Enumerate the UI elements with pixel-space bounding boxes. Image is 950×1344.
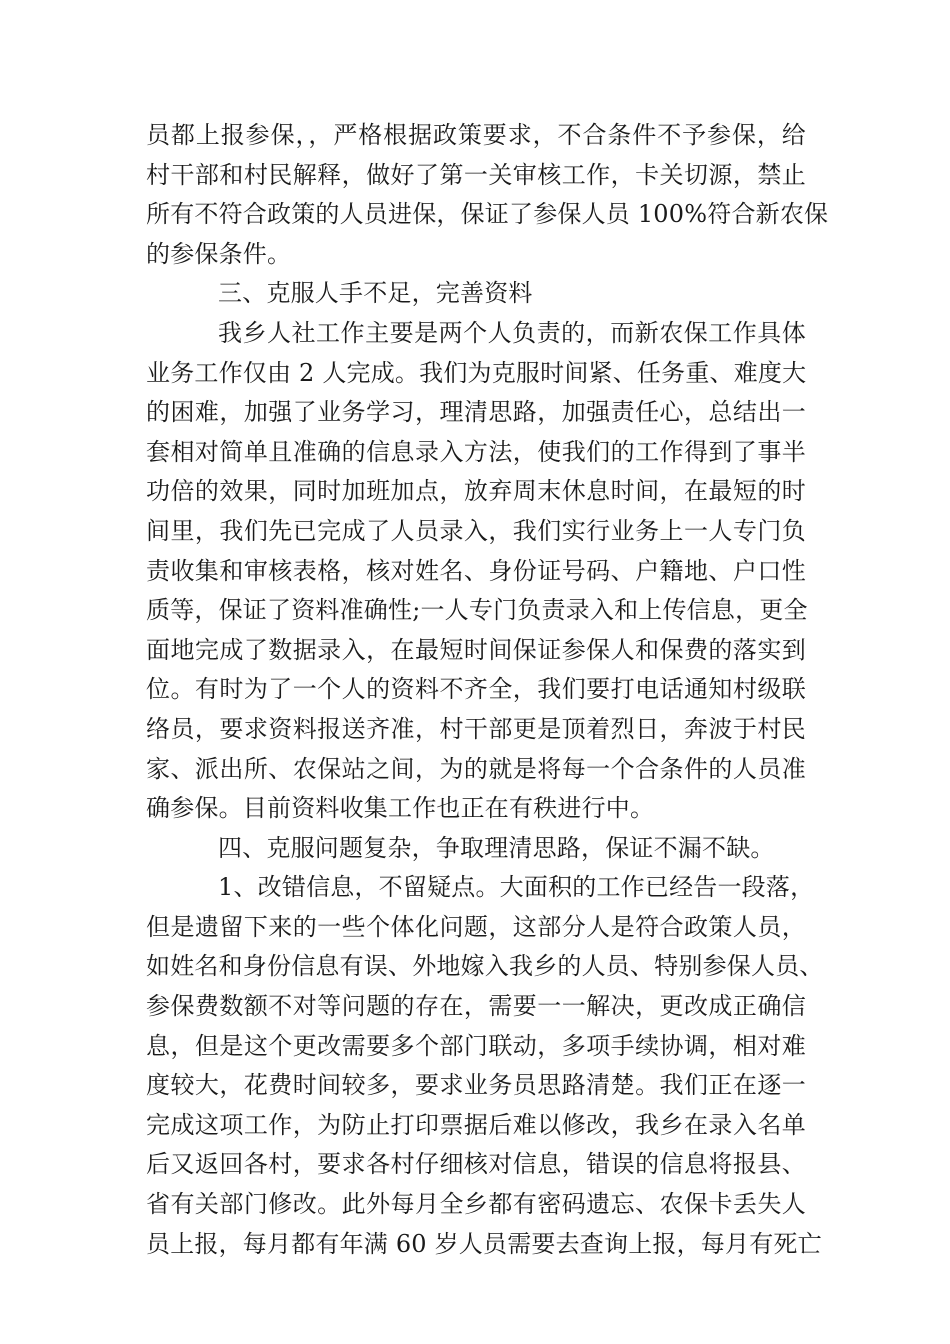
text-line: 业务工作仅由 2 人完成。我们为克服时间紧、任务重、难度大	[146, 358, 807, 387]
text-line: 功倍的效果，同时加班加点，放弃周末休息时间，在最短的时	[146, 477, 806, 506]
text-line: 度较大，花费时间较多，要求业务员思路清楚。我们正在逐一	[146, 1071, 806, 1100]
text-line: 参保费数额不对等问题的存在，需要一一解决，更改成正确信	[146, 992, 806, 1021]
text-line: 如姓名和身份信息有误、外地嫁入我乡的人员、特别参保人员、	[146, 952, 824, 981]
text-line: 员上报，每月都有年满 60 岁人员需要去查询上报，每月有死亡	[146, 1229, 822, 1258]
text-line: 四、克服问题复杂，争取理清思路，保证不漏不缺。	[218, 833, 775, 862]
document-body	[146, 116, 829, 1264]
text-line: 家、派出所、农保站之间，为的就是将每一个合条件的人员准	[146, 754, 806, 783]
text-line: 所有不符合政策的人员进保，保证了参保人员 100%符合新农保	[146, 200, 829, 229]
text-line: 我乡人社工作主要是两个人负责的，而新农保工作具体	[218, 318, 806, 347]
text-line: 村干部和村民解释，做好了第一关审核工作，卡关切源，禁止	[146, 160, 806, 189]
text-line: 三、克服人手不足，完善资料	[218, 279, 533, 308]
text-line: 完成这项工作，为防止打印票据后难以修改，我乡在录入名单	[146, 1110, 806, 1139]
text-line: 省有关部门修改。此外每月全乡都有密码遗忘、农保卡丢失人	[146, 1190, 806, 1219]
text-line: 间里，我们先已完成了人员录入，我们实行业务上一人专门负	[146, 516, 806, 545]
text-line: 的困难，加强了业务学习，理清思路，加强责任心，总结出一	[146, 398, 806, 427]
text-line: 1、改错信息，不留疑点。大面积的工作已经告一段落，	[218, 873, 815, 902]
text-line: 息，但是这个更改需要多个部门联动，多项手续协调，相对难	[146, 1031, 806, 1060]
text-line: 责收集和审核表格，核对姓名、身份证号码、户籍地、户口性	[146, 556, 806, 585]
text-line: 面地完成了数据录入，在最短时间保证参保人和保费的落实到	[146, 635, 806, 664]
text-line: 质等，保证了资料准确性;一人专门负责录入和上传信息，更全	[146, 596, 808, 625]
text-line: 的参保条件。	[146, 239, 292, 268]
text-line: 后又返回各村，要求各村仔细核对信息，错误的信息将报县、	[146, 1150, 806, 1179]
text-line: 确参保。目前资料收集工作也正在有秩进行中。	[146, 794, 655, 823]
text-line: 但是遗留下来的一些个体化问题，这部分人是符合政策人员，	[146, 912, 806, 941]
text-line: 络员，要求资料报送齐准，村干部更是顶着烈日，奔波于村民	[146, 714, 806, 743]
text-line: 员都上报参保，，严格根据政策要求，不合条件不予参保，给	[146, 121, 806, 149]
text-line: 位。有时为了一个人的资料不齐全，我们要打电话通知村级联	[146, 675, 806, 704]
text-line: 套相对简单且准确的信息录入方法，使我们的工作得到了事半	[146, 437, 806, 466]
